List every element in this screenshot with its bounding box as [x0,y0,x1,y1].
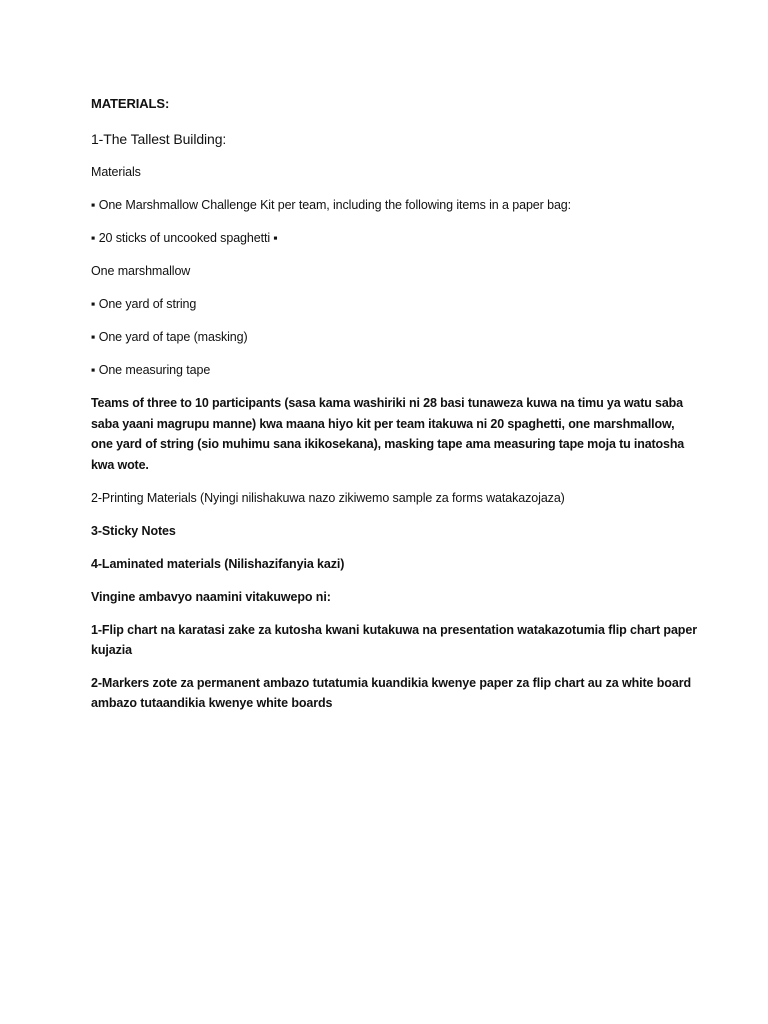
list-item: ▪ One yard of tape (masking) [91,330,248,344]
list-item: ▪ 20 sticks of uncooked spaghetti ▪ [91,231,278,245]
materials-heading: MATERIALS: [91,96,170,111]
paragraph-line: kujazia [91,643,132,657]
list-item: ▪ One yard of string [91,297,197,311]
paragraph-line: kwa wote. [91,457,149,472]
paragraph-line: 1-Flip chart na karatasi zake za kutosha kwani kutakuwa na presentation watakazotumia flip chart paper [91,623,697,637]
teams-paragraph [91,393,691,475]
materials-label: Materials [91,165,141,179]
list-item: ▪ One Marshmallow Challenge Kit per team, including the following items in a paper bag: [91,198,572,212]
printing-materials-item: 2-Printing Materials (Nyingi nilishakuwa nazo zikiwemo sample za forms watakazojaza) [91,491,565,505]
markers-item [91,673,691,713]
paragraph-line: 2-Markers zote za permanent ambazo tutatumia kuandikia kwenye paper za flip chart au za white board [91,676,691,690]
document-body [91,94,697,726]
flip-chart-item [91,620,697,660]
sticky-notes-item: 3-Sticky Notes [91,524,176,538]
paragraph-line: one yard of string (sio muhimu sana ikikosekana), masking tape ama measuring tape moja tu inatosha [91,437,685,451]
other-items-heading: Vingine ambavyo naamini vitakuwepo ni: [91,590,331,604]
section-title-tallest-building: 1-The Tallest Building: [91,131,227,147]
laminated-materials-item: 4-Laminated materials (Nilishazifanyia kazi) [91,557,345,571]
paragraph-line: saba yaani magrupu manne) kwa maana hiyo kit per team itakuwa ni 20 spaghetti, one marshmallow, [91,416,675,431]
paragraph-line: Teams of three to 10 participants (sasa kama washiriki ni 28 basi tunaweza kuwa na timu ya watu saba [91,396,683,410]
list-item: One marshmallow [91,264,191,278]
list-item: ▪ One measuring tape [91,363,211,377]
paragraph-line: ambazo tutaandikia kwenye white boards [91,696,333,710]
